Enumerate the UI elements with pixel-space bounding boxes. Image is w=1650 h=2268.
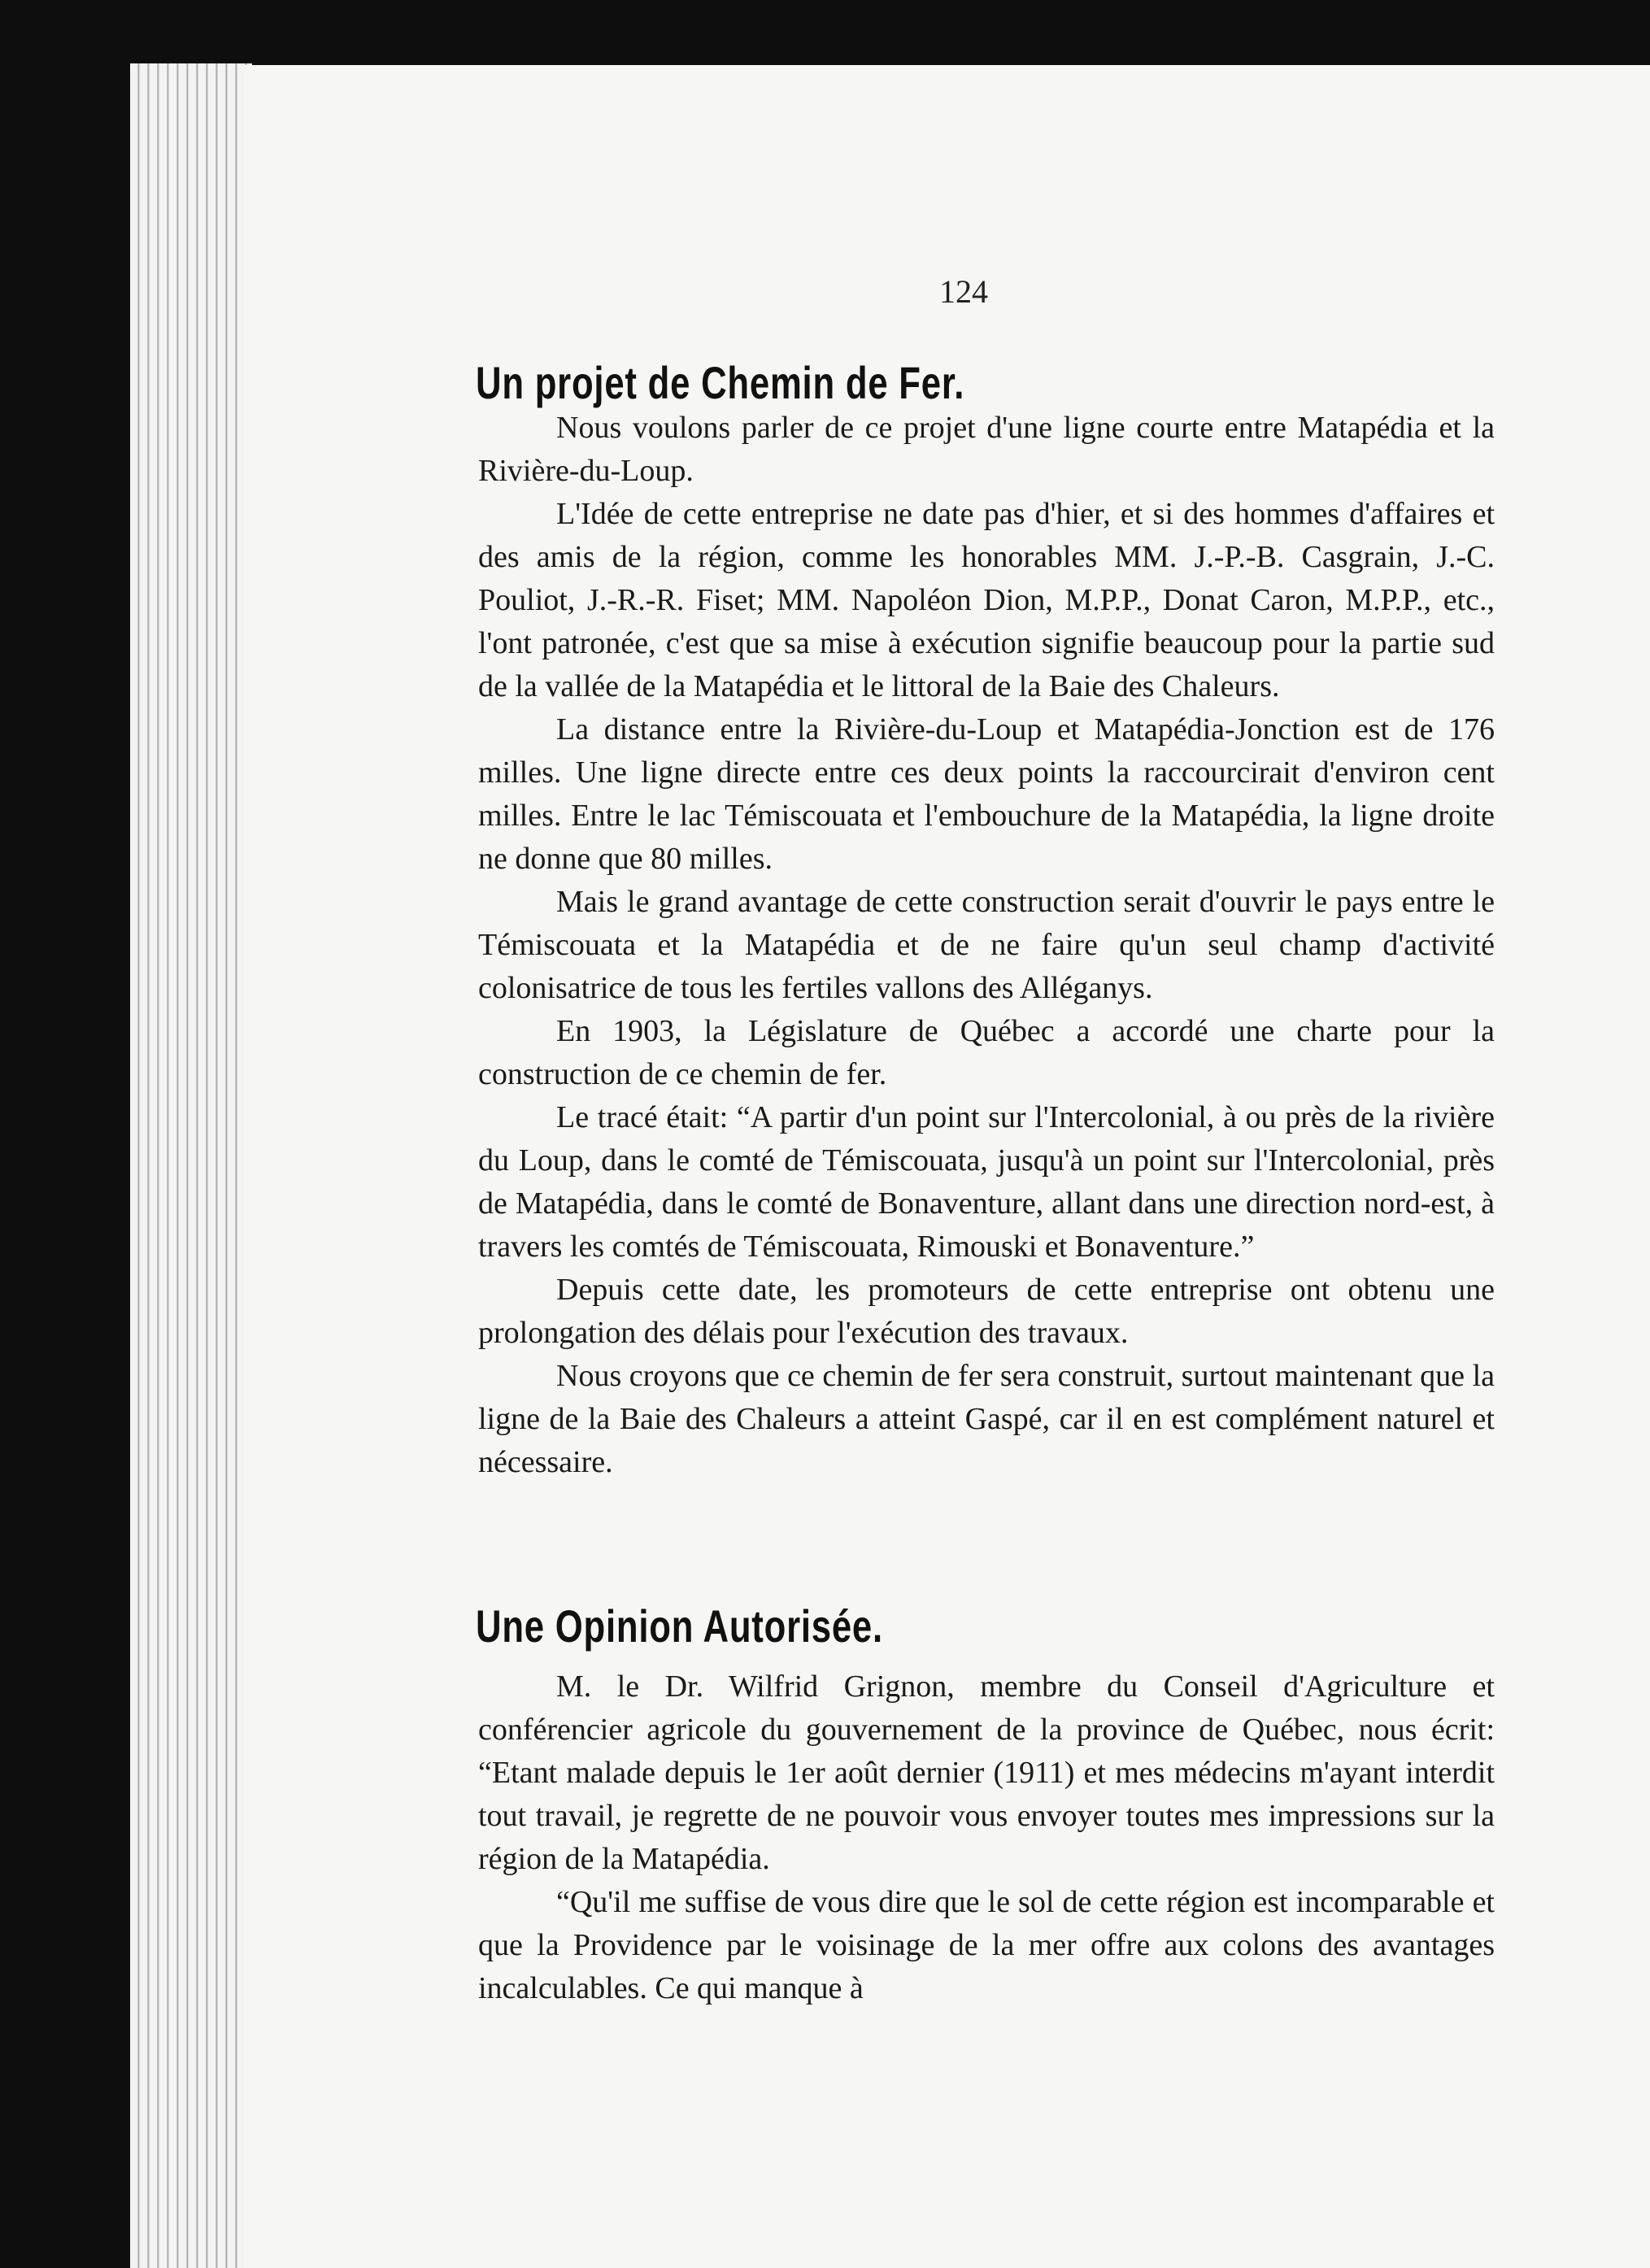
paragraph: “Qu'il me suffise de vous dire que le sol de cette région est incomparable et que la Providence par le voisinage de la mer offre aux colons des avantages incalculables. Ce qui manque à [478,1885,1495,2005]
paragraph: L'Idée de cette entreprise ne date pas d'hier, et si des hommes d'affaires et des amis de la région, comme les honorables MM. J.-P.-B. Casgrain, J.-C. Pouliot, J.-R.-R. Fiset; MM. Napoléon Dion, M.P.P., Donat Caron, M.P.P., etc., l'ont patronée, c'est que sa mise à exécution signifie beaucoup pour la partie sud de la vallée de la Matapédia et le littoral de la Baie des Chaleurs. [478,497,1495,703]
paragraph: M. le Dr. Wilfrid Grignon, membre du Conseil d'Agriculture et conférencier agricole du gouvernement de la province de Québec, nous écrit: “Etant malade depuis le 1er août dernier (1911) et mes médecins m'ayant interdit tout travail, je regrette de ne pouvoir vous envoyer toutes mes impressions sur la région de la Matapédia. [478,1669,1495,1876]
paragraph: La distance entre la Rivière-du-Loup et Matapédia-Jonction est de 176 milles. Une ligne directe entre ces deux points la raccourcirait d'environ cent milles. Entre le lac Témiscouata et l'embouchure de la Matapédia, la ligne droite ne donne que 80 milles. [478,712,1495,876]
page-edges [130,63,252,2268]
page-number: 124 [939,273,988,310]
section-title-opinion-autorisee: Une Opinion Autorisée. [476,1600,883,1652]
paragraph: Nous voulons parler de ce projet d'une ligne courte entre Matapédia et la Rivière-du-Loup. [478,411,1495,488]
paragraph: En 1903, la Législature de Québec a accordé une charte pour la construction de ce chemin de fer. [478,1014,1495,1091]
paragraph: Nous croyons que ce chemin de fer sera construit, surtout maintenant que la ligne de la Baie des Chaleurs a atteint Gaspé, car il en est complément naturel et nécessaire. [478,1359,1495,1479]
paragraph: Mais le grand avantage de cette construction serait d'ouvrir le pays entre le Témiscouata et la Matapédia et de ne faire qu'un seul champ d'activité colonisatrice de tous les fertiles vallons des Alléganys. [478,885,1495,1005]
section-body-opinion-autorisee [478,1665,1495,2010]
paragraph: Le tracé était: “A partir d'un point sur l'Intercolonial, à ou près de la rivière du Loup, dans le comté de Témiscouata, jusqu'à un point sur l'Intercolonial, près de Matapédia, dans le comté de Bonaventure, allant dans une direction nord-est, à travers les comtés de Témiscouata, Rimouski et Bonaventure.” [478,1100,1495,1264]
paragraph: Depuis cette date, les promoteurs de cette entreprise ont obtenu une prolongation des délais pour l'exécution des travaux. [478,1273,1495,1350]
section-title-chemin-de-fer: Un projet de Chemin de Fer. [476,357,965,408]
section-body-chemin-de-fer [478,407,1495,1484]
